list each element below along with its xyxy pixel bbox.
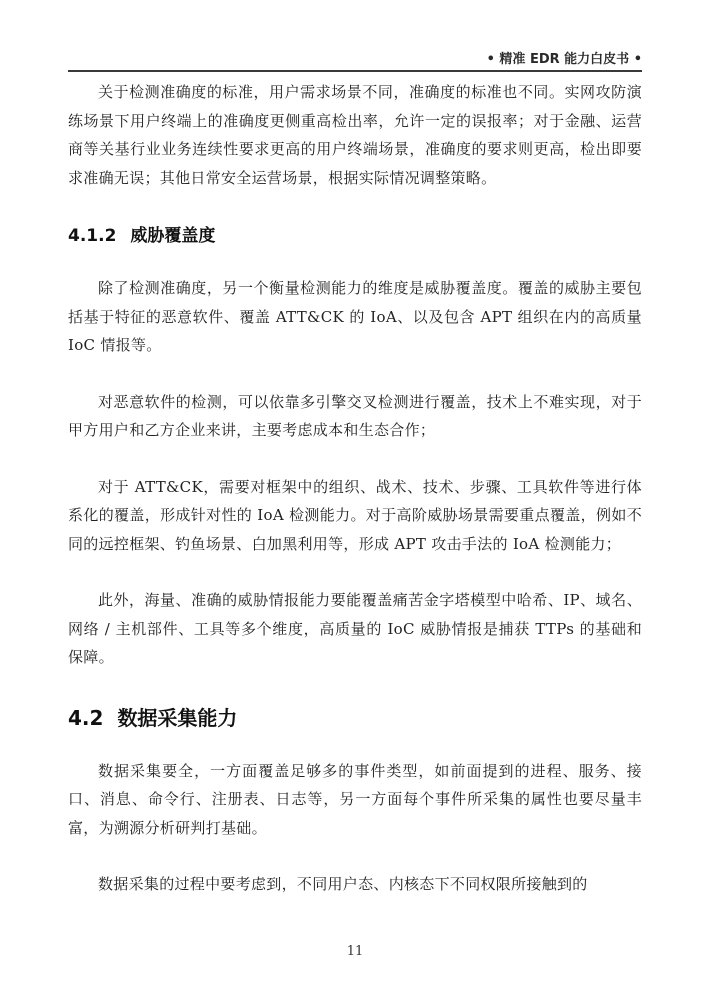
section-heading-4-2 [68, 702, 642, 731]
running-header [68, 46, 642, 72]
header-title: • 精准 EDR 能力白皮书 • [486, 52, 642, 67]
paragraph-data-collection-process: 数据采集的过程中要考虑到，不同用户态、内核态下不同权限所接触到的 [98, 875, 588, 893]
section-number: 4.1.2 [68, 226, 117, 246]
section-heading-4-1-2 [68, 221, 642, 246]
paragraph-threat-coverage: 除了检测准确度，另一个衡量检测能力的维度是威胁覆盖度。覆盖的威胁主要包括基于特征的恶意软件、覆盖 ATT&CK 的 IoA、以及包含 APT 组织在内的高质量 IoC 情报等。 [68, 279, 642, 354]
section-title: 数据采集能力 [117, 705, 238, 730]
page-content [68, 78, 642, 899]
paragraph-accuracy-standard: 关于检测准确度的标准，用户需求场景不同，准确度的标准也不同。实网攻防演练场景下用户终端上的准确度更侧重高检出率，允许一定的误报率；对于金融、运营商等关基行业业务连续性要求更高的用户终端场景，准确度的要求则更高，检出即要求准确无误；其他日常安全运营场景，根据实际情况调整策略。 [68, 83, 642, 187]
paragraph-attck: 对于 ATT&CK，需要对框架中的组织、战术、技术、步骤、工具软件等进行体系化的覆盖，形成针对性的 IoA 检测能力。对于高阶威胁场景需要重点覆盖，例如不同的远控框架、钓鱼场景、白加黑利用等，形成 APT 攻击手法的 IoA 检测能力； [68, 477, 642, 553]
paragraph-threat-intel: 此外，海量、准确的威胁情报能力要能覆盖痛苦金字塔模型中哈希、IP、域名、网络 / 主机部件、工具等多个维度，高质量的 IoC 威胁情报是捕获 TTPs 的基础和保障。 [68, 591, 642, 666]
section-title: 威胁覆盖度 [130, 226, 216, 246]
paragraph-data-collection: 数据采集要全，一方面覆盖足够多的事件类型，如前面提到的进程、服务、接口、消息、命令行、注册表、日志等，另一方面每个事件所采集的属性也要尽量丰富，为溯源分析研判打基础。 [68, 761, 642, 837]
page-number: 11 [346, 944, 364, 959]
paragraph-malware-detection: 对恶意软件的检测，可以依靠多引擎交叉检测进行覆盖，技术上不难实现，对于甲方用户和乙方企业来讲，主要考虑成本和生态合作； [68, 392, 642, 439]
section-number: 4.2 [68, 705, 104, 730]
